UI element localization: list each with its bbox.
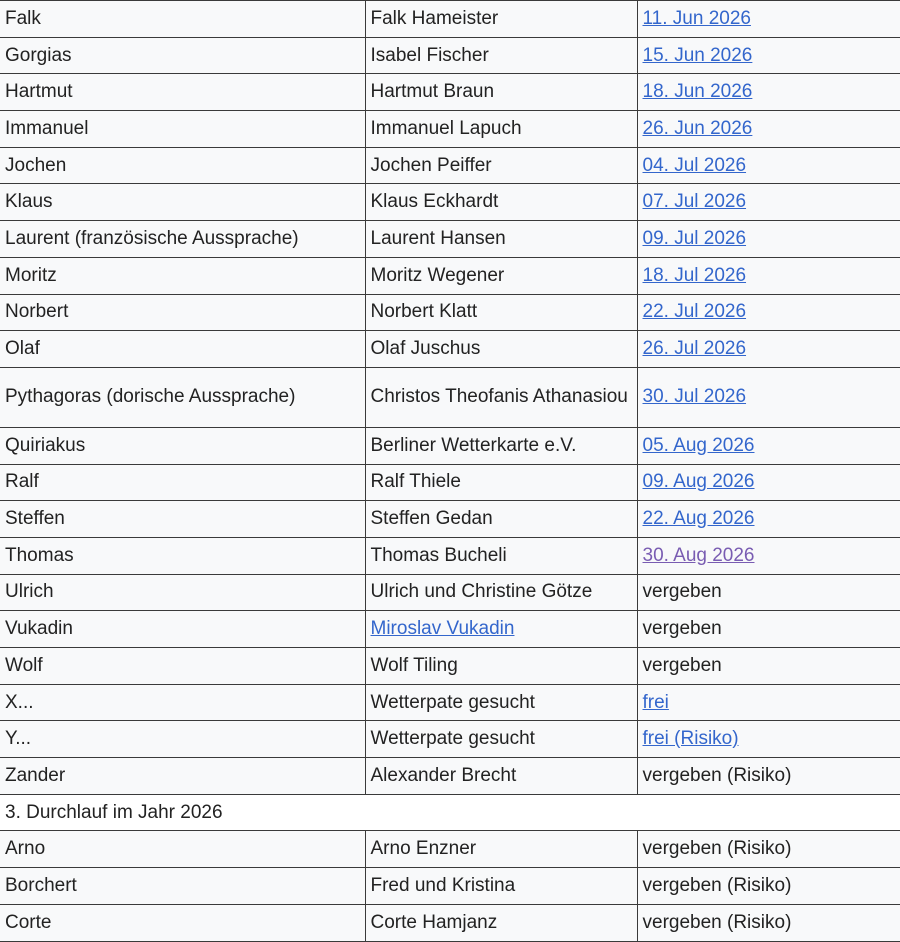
status-cell <box>637 111 900 148</box>
weather-name-cell: Norbert <box>0 294 365 331</box>
table-row <box>0 257 900 294</box>
weather-name-cell: Gorgias <box>0 37 365 74</box>
table-row <box>0 1 900 38</box>
weather-name-cell: Hartmut <box>0 74 365 111</box>
weather-name-cell: Jochen <box>0 147 365 184</box>
table-row <box>0 501 900 538</box>
status-cell <box>637 537 900 574</box>
weather-name-cell: Wolf <box>0 648 365 685</box>
sponsor-cell: Klaus Eckhardt <box>365 184 637 221</box>
table-row <box>0 367 900 427</box>
table-row <box>0 868 900 905</box>
table-row <box>0 684 900 721</box>
status-cell <box>637 37 900 74</box>
weather-name-cell: Y... <box>0 721 365 758</box>
weather-name-cell: Arno <box>0 831 365 868</box>
weather-name-cell: Borchert <box>0 868 365 905</box>
table-row <box>0 184 900 221</box>
sponsor-cell: Hartmut Braun <box>365 74 637 111</box>
status-cell: vergeben (Risiko) <box>637 904 900 941</box>
status-cell <box>637 74 900 111</box>
status-cell: vergeben (Risiko) <box>637 868 900 905</box>
weather-name-cell: Olaf <box>0 331 365 368</box>
status-cell <box>637 331 900 368</box>
status-cell: vergeben <box>637 611 900 648</box>
weather-name-cell: X... <box>0 684 365 721</box>
status-cell <box>637 257 900 294</box>
weather-name-cell: Zander <box>0 758 365 795</box>
table-row <box>0 758 900 795</box>
weather-name-cell: Moritz <box>0 257 365 294</box>
sponsor-cell: Arno Enzner <box>365 831 637 868</box>
status-link[interactable]: 22. Jul 2026 <box>642 301 747 323</box>
weather-name-cell: Thomas <box>0 537 365 574</box>
status-link[interactable]: frei <box>642 691 669 713</box>
table-row <box>0 721 900 758</box>
table-row <box>0 648 900 685</box>
sponsor-cell: Moritz Wegener <box>365 257 637 294</box>
sponsor-cell: Berliner Wetterkarte e.V. <box>365 427 637 464</box>
weather-name-cell: Pythagoras (dorische Aussprache) <box>0 367 365 427</box>
table-row <box>0 537 900 574</box>
sponsor-cell: Fred und Kristina <box>365 868 637 905</box>
status-link[interactable]: 04. Jul 2026 <box>642 154 747 176</box>
status-cell: vergeben <box>637 648 900 685</box>
status-cell <box>637 294 900 331</box>
weather-name-cell: Ralf <box>0 464 365 501</box>
table-row <box>0 611 900 648</box>
weather-name-cell: Corte <box>0 904 365 941</box>
sponsor-cell: Ralf Thiele <box>365 464 637 501</box>
sponsor-cell: Steffen Gedan <box>365 501 637 538</box>
sponsor-cell: Wetterpate gesucht <box>365 721 637 758</box>
table-row <box>0 37 900 74</box>
status-cell <box>637 501 900 538</box>
weather-name-cell: Klaus <box>0 184 365 221</box>
status-cell <box>637 367 900 427</box>
sponsor-cell: Corte Hamjanz <box>365 904 637 941</box>
status-cell: vergeben (Risiko) <box>637 758 900 795</box>
sponsor-cell: Thomas Bucheli <box>365 537 637 574</box>
status-cell <box>637 184 900 221</box>
table-row <box>0 294 900 331</box>
status-cell <box>637 427 900 464</box>
table-row <box>0 74 900 111</box>
status-link[interactable]: 09. Aug 2026 <box>642 471 755 493</box>
sponsor-cell: Alexander Brecht <box>365 758 637 795</box>
sponsor-cell: Laurent Hansen <box>365 221 637 258</box>
section-header-row <box>0 794 900 831</box>
table-row <box>0 221 900 258</box>
status-link[interactable]: 30. Jul 2026 <box>642 386 747 408</box>
sponsor-cell: Wetterpate gesucht <box>365 684 637 721</box>
status-cell <box>637 464 900 501</box>
weather-name-cell: Ulrich <box>0 574 365 611</box>
section-header: 3. Durchlauf im Jahr 2026 <box>0 794 900 831</box>
status-cell <box>637 147 900 184</box>
sponsor-cell: Immanuel Lapuch <box>365 111 637 148</box>
status-link[interactable]: 15. Jun 2026 <box>642 44 753 66</box>
status-cell <box>637 221 900 258</box>
table-row <box>0 831 900 868</box>
status-link[interactable]: 07. Jul 2026 <box>642 191 747 213</box>
table-row <box>0 574 900 611</box>
status-link[interactable]: 18. Jun 2026 <box>642 81 753 103</box>
status-link[interactable]: 18. Jul 2026 <box>642 264 747 286</box>
status-link[interactable]: 26. Jun 2026 <box>642 117 753 139</box>
sponsor-cell: Jochen Peiffer <box>365 147 637 184</box>
status-link[interactable]: 26. Jul 2026 <box>642 338 747 360</box>
status-cell: vergeben (Risiko) <box>637 831 900 868</box>
status-link[interactable]: 05. Aug 2026 <box>642 434 755 456</box>
status-cell: vergeben <box>637 574 900 611</box>
table-row <box>0 147 900 184</box>
status-link[interactable]: 11. Jun 2026 <box>642 7 751 29</box>
table-row <box>0 427 900 464</box>
table-row <box>0 464 900 501</box>
status-cell <box>637 684 900 721</box>
status-link[interactable]: 09. Jul 2026 <box>642 227 747 249</box>
status-link[interactable]: 22. Aug 2026 <box>642 508 755 530</box>
sponsor-cell: Ulrich und Christine Götze <box>365 574 637 611</box>
sponsor-link[interactable]: Miroslav Vukadin <box>370 618 515 640</box>
weather-name-cell: Falk <box>0 1 365 38</box>
sponsor-cell <box>365 611 637 648</box>
status-link[interactable]: frei (Risiko) <box>642 728 739 750</box>
table-row <box>0 904 900 941</box>
weather-name-cell: Laurent (französische Aussprache) <box>0 221 365 258</box>
sponsor-cell: Isabel Fischer <box>365 37 637 74</box>
status-cell <box>637 1 900 38</box>
status-link[interactable]: 30. Aug 2026 <box>642 544 755 566</box>
sponsor-cell: Christos Theofanis Athanasiou <box>365 367 637 427</box>
weather-name-cell: Steffen <box>0 501 365 538</box>
weather-name-cell: Vukadin <box>0 611 365 648</box>
sponsor-cell: Norbert Klatt <box>365 294 637 331</box>
sponsor-cell: Olaf Juschus <box>365 331 637 368</box>
weather-name-cell: Immanuel <box>0 111 365 148</box>
sponsor-cell: Wolf Tiling <box>365 648 637 685</box>
table-body <box>0 1 900 942</box>
status-cell <box>637 721 900 758</box>
weather-name-cell: Quiriakus <box>0 427 365 464</box>
table-row <box>0 111 900 148</box>
sponsor-cell: Falk Hameister <box>365 1 637 38</box>
table-row <box>0 331 900 368</box>
